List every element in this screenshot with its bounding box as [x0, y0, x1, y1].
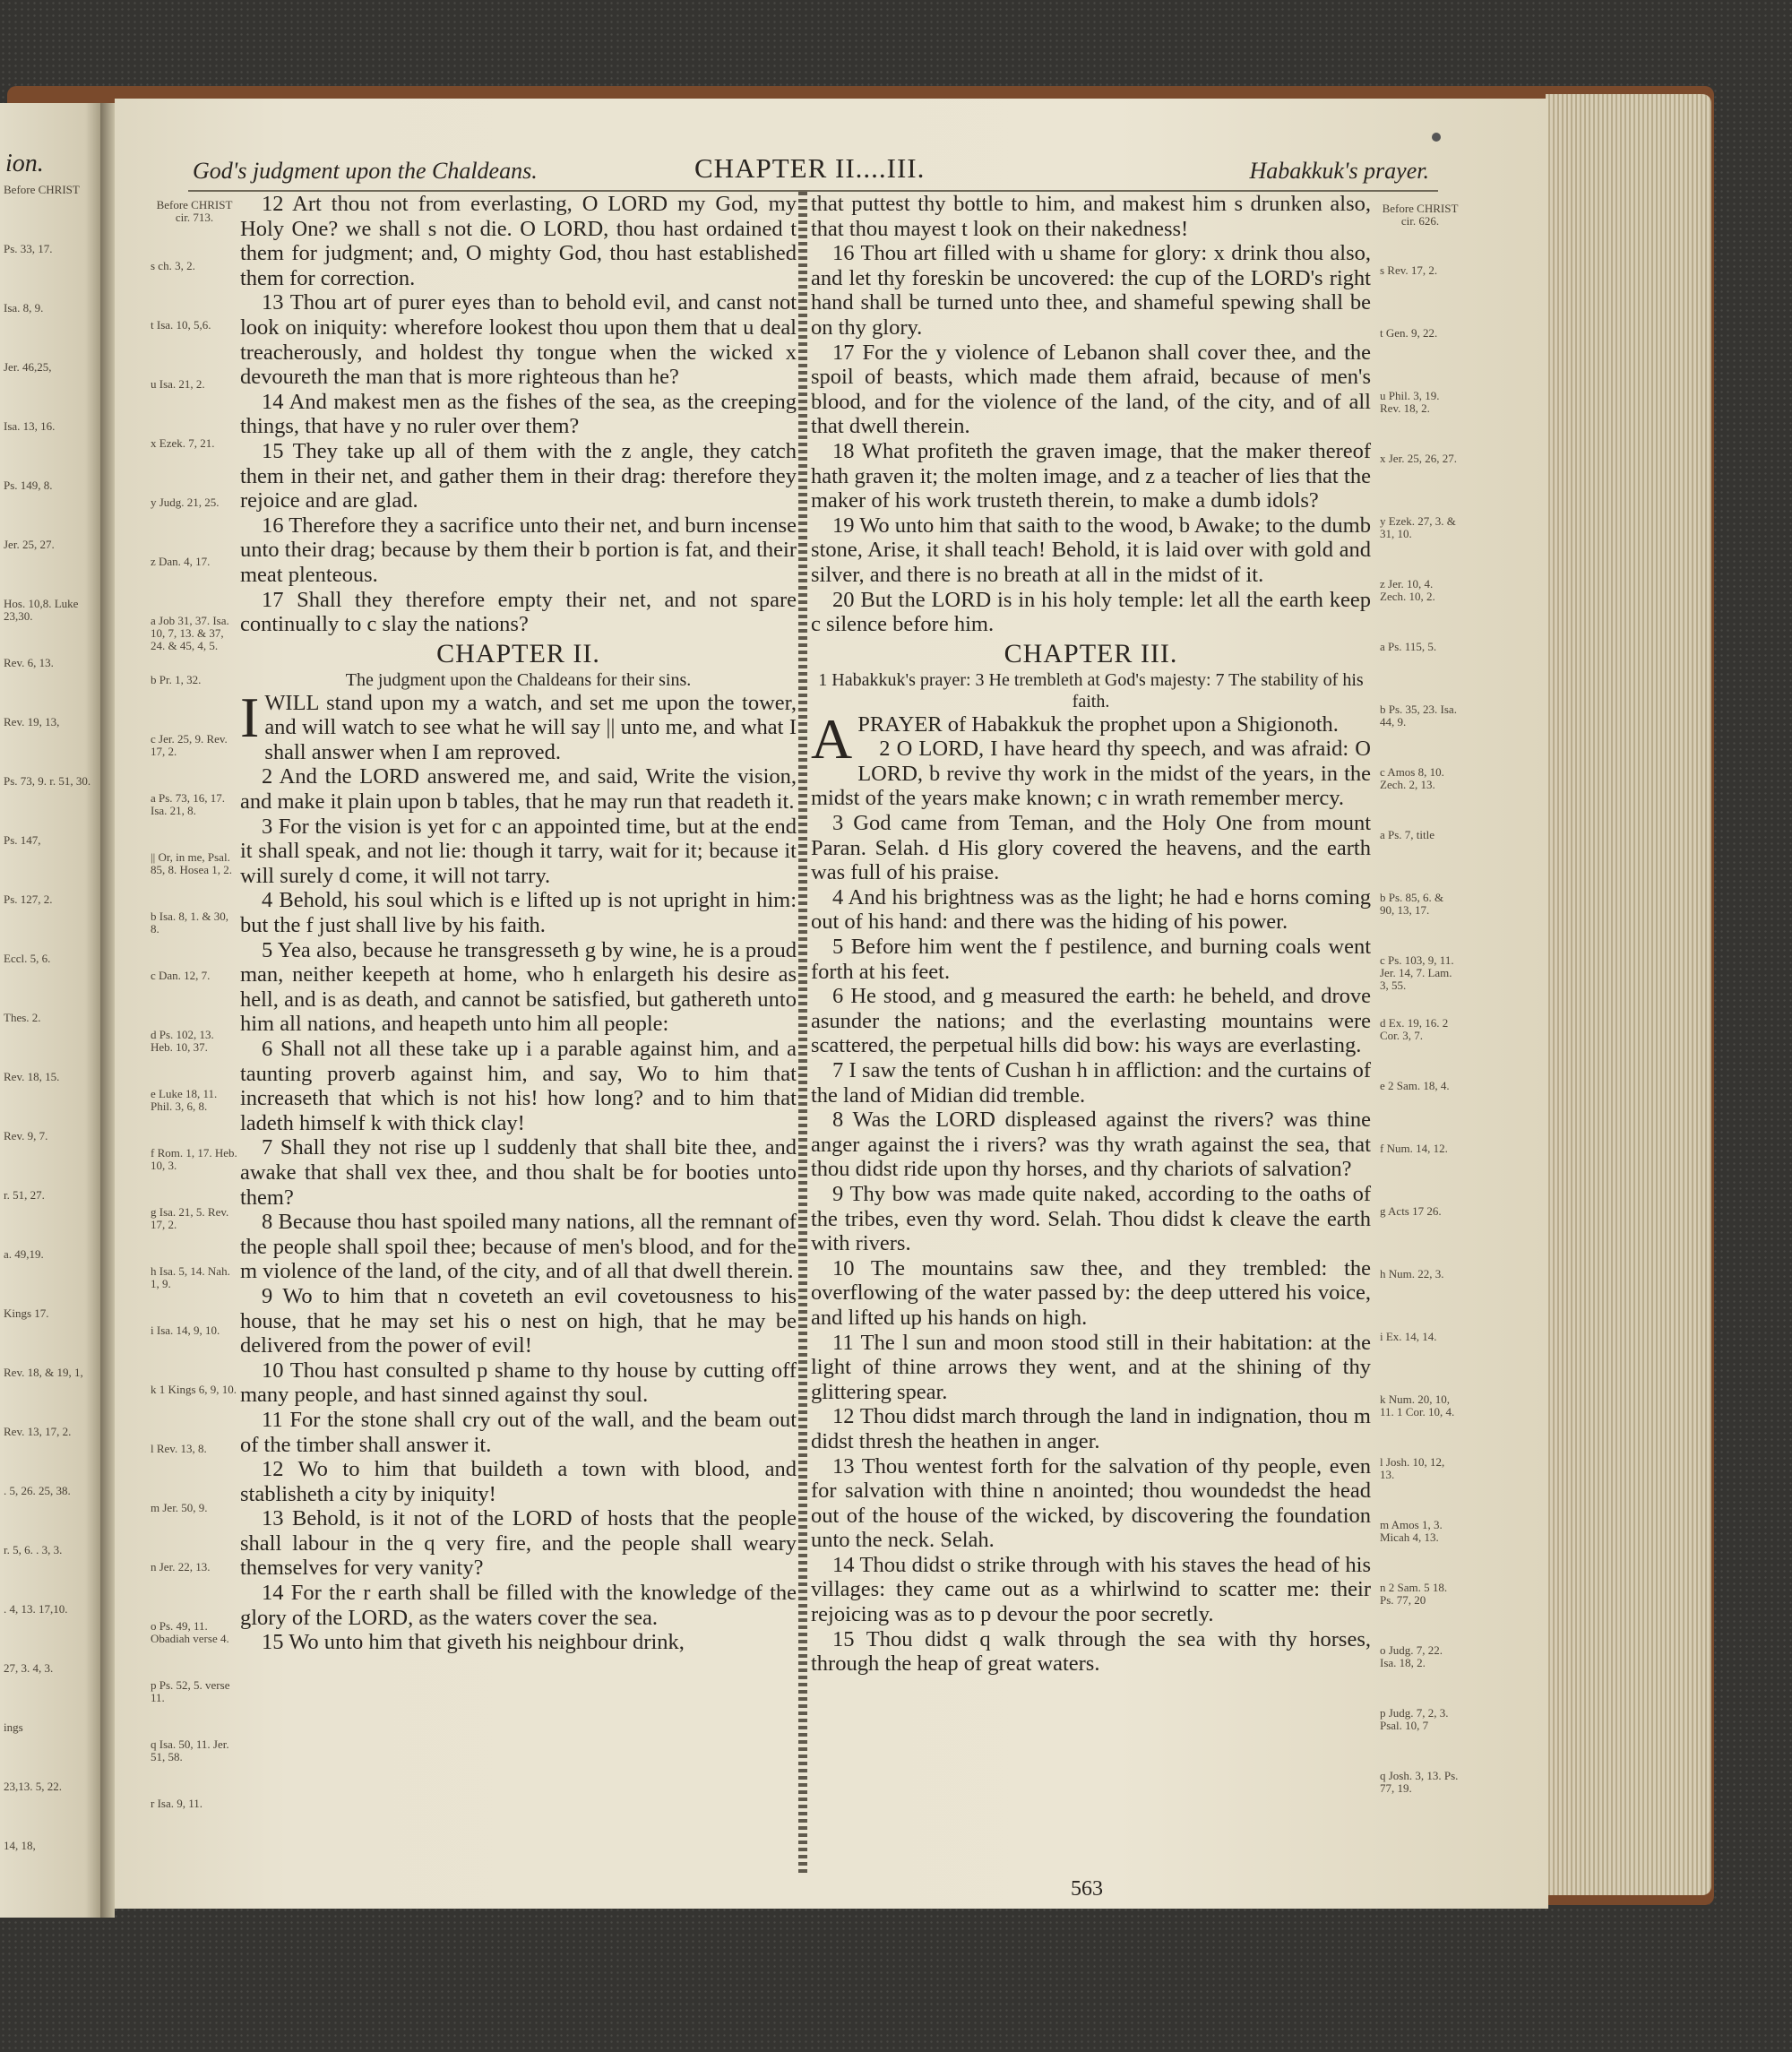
margin-note: r. 5, 6. . 3, 3.: [4, 1543, 63, 1556]
chapter-heading-2: CHAPTER II.: [436, 638, 600, 668]
running-header: [193, 151, 1429, 190]
verse: [240, 439, 797, 513]
verse-text: I saw the tents of Cushan h in affliction: and the curtains of the land of Midian did tremble.: [811, 1058, 1371, 1108]
verse-text: that puttest thy bottle to him, and makest him s drunken also, that thou mayest t look on their nakedness!: [811, 192, 1371, 241]
verse-number: 6: [262, 1037, 273, 1061]
margin-note: f Rom. 1, 17. Heb. 10, 3.: [151, 1146, 237, 1172]
verse-text: For the r earth shall be filled with the knowledge of the glory of the LORD, as the waters cover the sea.: [240, 1581, 797, 1630]
margin-note: Isa. 8, 9.: [4, 301, 44, 315]
margin-note: i Isa. 14, 9, 10.: [151, 1323, 220, 1337]
chapter-summary-2: The judgment upon the Chaldeans for their sins.: [345, 669, 692, 690]
margin-note: t Gen. 9, 22.: [1380, 326, 1438, 340]
margin-note: 27, 3. 4, 3.: [4, 1661, 54, 1675]
verse-text: For the y violence of Lebanon shall cover thee, and the spoil of beasts, which made them afraid, because of men's blood, and for the violence of the land, of the city, and of all that dwell therein.: [811, 340, 1371, 439]
margin-note: o Judg. 7, 22. Isa. 18, 2.: [1380, 1643, 1443, 1669]
verse: [811, 588, 1371, 637]
verse: [811, 439, 1371, 513]
margin-note: y Ezek. 27, 3. & 31, 10.: [1380, 514, 1456, 540]
verse-number: 17: [832, 340, 855, 365]
verse-text: Thou art of purer eyes than to behold evil, and canst not look on iniquity: wherefore lookest thou upon them that u deal treacherously, and holdest thy tongue when the wicked x devoureth the man that is more righteous than he?: [240, 290, 797, 390]
verse-number: 15: [262, 1630, 284, 1655]
verse-number: 20: [832, 587, 855, 612]
verse: [240, 888, 797, 937]
verse-text: Shall not all these take up i a parable against him, and a taunting proverb against him, and say, Wo to him that increaseth that which is not his! how long? and to him that ladeth himself k with thick clay!: [240, 1037, 797, 1135]
margin-note: c Jer. 25, 9. Rev. 17, 2.: [151, 732, 228, 758]
verse: [240, 1284, 797, 1358]
margin-note: Isa. 13, 16.: [4, 419, 56, 433]
verse-text: Behold, is it not of the LORD of hosts that the people shall labour in the q very fire, and the people shall weary themselves for very vanity?: [240, 1506, 797, 1581]
verse-text: For the stone shall cry out of the wall, and the beam out of the timber shall answer it.: [240, 1407, 797, 1457]
verse-text: Thou hast consulted p shame to thy house by cutting off many people, and hast sinned against thy soul.: [240, 1358, 797, 1408]
verse-text: What profiteth the graven image, that the maker thereof hath graven it; the molten image, and z a teacher of lies that the maker of his work trusteth therein, to make a dumb idols?: [811, 438, 1372, 513]
verse: [240, 1630, 797, 1655]
verse-number: 7: [832, 1058, 844, 1082]
verse-number: 8: [832, 1108, 844, 1133]
margin-note: z Dan. 4, 17.: [151, 555, 211, 568]
verse-text: Wo unto him that giveth his neighbour drink,: [289, 1630, 685, 1655]
left-page-margin-notes: [0, 103, 99, 1918]
margin-note: m Amos 1, 3. Micah 4, 13.: [1380, 1518, 1443, 1544]
column-divider: [798, 192, 807, 1876]
verse: [240, 588, 797, 637]
margin-note: k 1 Kings 6, 9, 10.: [151, 1383, 237, 1396]
margin-note: d Ps. 102, 13. Heb. 10, 37.: [151, 1028, 214, 1054]
margin-note: i Ex. 14, 14.: [1380, 1330, 1437, 1343]
verse: [240, 815, 797, 889]
margin-note: Rev. 19, 13,: [4, 715, 60, 729]
verse-number: 3: [262, 814, 273, 839]
margin-note: s Rev. 17, 2.: [1380, 263, 1438, 277]
verse-text: Art thou not from everlasting, O LORD my God, my Holy One? we shall s not die. O LORD, thou hast ordained t them for judgment; and, O mighty God, thou hast established them for correction.: [240, 192, 797, 290]
page-edges: [1546, 94, 1711, 1895]
verse-number: 13: [832, 1453, 855, 1479]
verse-number: 11: [832, 1330, 854, 1355]
verse: [240, 1037, 797, 1135]
margin-note: y Judg. 21, 25.: [151, 496, 220, 509]
margin-note: n 2 Sam. 5 18. Ps. 77, 20: [1380, 1581, 1448, 1607]
verse-text: He stood, and g measured the earth: he beheld, and drove asunder the nations; and the everlasting mountains were scattered, the perpetual hills did bow: his ways are everlasting.: [811, 984, 1372, 1058]
margin-note: b Ps. 85, 6. & 90, 13, 17.: [1380, 891, 1444, 917]
verse-number: 15: [832, 1626, 855, 1651]
margin-note: h Num. 22, 3.: [1380, 1267, 1444, 1280]
margin-note: ings: [4, 1720, 23, 1734]
verse-number: 5: [832, 935, 844, 960]
verse-text: Because thou hast spoiled many nations, all the remnant of the people shall spoil thee; because of men's blood, and for the m violence of the land, of the city, and of all that dwell therein.: [240, 1210, 797, 1284]
page-number: 563: [1071, 1877, 1103, 1901]
margin-note: p Judg. 7, 2, 3. Psal. 10, 7: [1380, 1706, 1449, 1732]
verse-text: Behold, his soul which is e lifted up is not upright in him: but the f just shall live by his faith.: [240, 888, 797, 938]
verse-number: 13: [262, 290, 284, 315]
verse: [811, 811, 1371, 885]
verse-number: 10: [832, 1255, 855, 1280]
left-page-running-head: ion.: [5, 150, 44, 177]
margin-note: Rev. 9, 7.: [4, 1129, 48, 1142]
verse-number: 16: [832, 241, 855, 266]
verse-number: 14: [262, 389, 284, 414]
dropcap-3: A: [811, 706, 853, 771]
verse-text: Before him went the f pestilence, and burning coals went forth at his feet.: [811, 935, 1371, 984]
margin-note: l Rev. 13, 8.: [151, 1442, 207, 1455]
verse: [240, 192, 797, 290]
verse-number: 2: [879, 737, 891, 762]
verse-number: 9: [832, 1181, 844, 1206]
verse-text: Was the LORD displeased against the rivers? was thine anger against the i rivers? was thy wrath against the sea, that thou didst ride upon thy horses, and thy chariots of salvation?: [811, 1108, 1372, 1182]
chapter-2-verse-1: WILL stand upon my a watch, and set me upon the tower, and will watch to see what he will say || unto me, and what I shall answer when I am reproved.: [264, 690, 797, 764]
margin-note: d Ex. 19, 16. 2 Cor. 3, 7.: [1380, 1016, 1449, 1042]
verse-number: 16: [262, 513, 284, 538]
verse-number: 6: [832, 984, 844, 1009]
margin-note: Rev. 18, 15.: [4, 1070, 60, 1083]
verse-number: 12: [262, 1457, 284, 1482]
margin-note: c Amos 8, 10. Zech. 2, 13.: [1380, 765, 1444, 791]
verse: [811, 737, 1371, 811]
verse-number: 7: [262, 1135, 273, 1160]
verse-number: 4: [832, 884, 844, 910]
verse: [811, 192, 1371, 241]
verse-text: Shall they not rise up l suddenly that shall bite thee, and awake that shall vex thee, and thou shalt be for booties unto them?: [240, 1135, 797, 1210]
margin-note: Before CHRIST: [4, 183, 80, 196]
verse-number: 12: [262, 192, 284, 216]
margin-note: z Jer. 10, 4. Zech. 10, 2.: [1380, 577, 1435, 603]
verse-text: Thou didst march through the land in indignation, thou m didst thresh the heathen in anger.: [811, 1404, 1371, 1453]
dropcap-2: I: [240, 685, 260, 749]
margin-note: Eccl. 5, 6.: [4, 952, 51, 965]
margin-note: h Isa. 5, 14. Nah. 1, 9.: [151, 1264, 230, 1290]
verse: [811, 984, 1371, 1058]
verse-number: 18: [832, 438, 855, 463]
margin-note: e 2 Sam. 18, 4.: [1380, 1079, 1450, 1092]
verse: [811, 1627, 1371, 1677]
era-note-left: Before CHRIST cir. 713.: [156, 198, 233, 224]
verse-text: God came from Teman, and the Holy One from mount Paran. Selah. d His glory covered the heavens, and the earth was full of his praise.: [811, 811, 1372, 885]
margin-note: a. 49,19.: [4, 1247, 44, 1261]
margin-note: p Ps. 52, 5. verse 11.: [151, 1678, 230, 1704]
margin-note: a Ps. 7, title: [1380, 828, 1435, 841]
margin-note: b Pr. 1, 32.: [151, 673, 202, 686]
era-note-right: Before CHRIST cir. 626.: [1382, 202, 1459, 228]
verse-number: 8: [262, 1210, 273, 1235]
verse: [240, 290, 797, 389]
verse: [240, 764, 797, 814]
verse-number: 10: [262, 1358, 284, 1383]
margin-note: 23,13. 5, 22.: [4, 1780, 62, 1793]
verse-text: Therefore they a sacrifice unto their net, and burn incense unto their drag; because by them their b portion is fat, and their meat plenteous.: [240, 513, 797, 587]
verse: [811, 241, 1371, 340]
margin-note: t Isa. 10, 5,6.: [151, 318, 211, 332]
margin-note: f Num. 14, 12.: [1380, 1142, 1448, 1155]
margin-note: c Ps. 103, 9, 11. Jer. 14, 7. Lam. 3, 55.: [1380, 953, 1454, 992]
margin-note: a Ps. 115, 5.: [1380, 640, 1437, 653]
verse-number: 3: [832, 811, 844, 836]
verse: [240, 1210, 797, 1284]
verse: [811, 1058, 1371, 1108]
verse: [811, 885, 1371, 935]
verse-text: Wo to him that n coveteth an evil covetousness to his house, that he may set his o nest on high, that he may be delivered from the power of evil!: [240, 1283, 797, 1358]
paper-spot: [1432, 133, 1441, 142]
margin-note: o Ps. 49, 11. Obadiah verse 4.: [151, 1619, 229, 1645]
header-left: God's judgment upon the Chaldeans.: [193, 158, 538, 184]
margin-note: Rev. 6, 13.: [4, 656, 54, 669]
verse-text: Thou didst o strike through with his staves the head of his villages: they came out as a whirlwind to scatter me: their rejoicing was as to p devour the poor secretly.: [811, 1552, 1371, 1627]
chapter-summary-3: 1 Habakkuk's prayer: 3 He trembleth at God's majesty: 7 The stability of his faith.: [818, 669, 1364, 711]
verse-text: The l sun and moon stood still in their habitation: at the light of thine arrows they went, and at the shining of thy glittering spear.: [811, 1330, 1371, 1404]
verse: [811, 935, 1371, 984]
margin-note: Ps. 147,: [4, 833, 41, 847]
margin-note: u Isa. 21, 2.: [151, 377, 205, 391]
margin-note: g Isa. 21, 5. Rev. 17, 2.: [151, 1205, 229, 1231]
margin-note: || Or, in me, Psal. 85, 8. Hosea 1, 2.: [151, 850, 232, 876]
margin-note: Jer. 25, 27.: [4, 538, 55, 551]
verse-text: Wo unto him that saith to the wood, b Awake; to the dumb stone, Arise, it shall teach! Behold, it is laid over with gold and silver, and there is no breath at all in the midst of it.: [811, 513, 1371, 587]
margin-note: b Isa. 8, 1. & 30, 8.: [151, 910, 229, 935]
header-center: CHAPTER II....III.: [694, 152, 926, 184]
verse-text: Thou art filled with u shame for glory: x drink thou also, and let thy foreskin be uncovered: the cup of the LORD's right hand shall be turned unto thee, and shameful spewing shall be on thy glory.: [811, 241, 1371, 340]
margin-note: m Jer. 50, 9.: [151, 1501, 208, 1514]
margin-note: g Acts 17 26.: [1380, 1204, 1442, 1218]
chapter-3-verse-1: PRAYER of Habakkuk the prophet upon a Shigionoth.: [857, 711, 1339, 737]
margin-note: b Ps. 35, 23. Isa. 44, 9.: [1380, 703, 1457, 729]
verse-text: And makest men as the fishes of the sea, as the creeping things, that have y no ruler over them?: [240, 389, 797, 439]
verse: [240, 513, 797, 588]
margin-note: . 5, 26. 25, 38.: [4, 1484, 71, 1497]
margin-note: a Ps. 73, 16, 17. Isa. 21, 8.: [151, 791, 226, 817]
verse-text: The mountains saw thee, and they trembled: the overflowing of the water passed by: the deep uttered his voice, and lifted up his hands on high.: [811, 1255, 1371, 1330]
verse-number: 2: [262, 764, 273, 789]
margin-note: s ch. 3, 2.: [151, 259, 195, 272]
verse: [240, 938, 797, 1037]
column-left: [240, 192, 797, 1655]
verse-number: 12: [832, 1404, 855, 1429]
verse: [811, 1454, 1371, 1553]
verse: [240, 1457, 797, 1506]
verse-number: 17: [262, 587, 284, 612]
margin-note: . 4, 13. 17,10.: [4, 1602, 68, 1616]
margin-note: Rev. 13, 17, 2.: [4, 1425, 72, 1438]
verse-number: 9: [262, 1283, 273, 1308]
verse: [811, 1108, 1371, 1182]
margin-note: 14, 18,: [4, 1839, 36, 1852]
verse: [811, 1256, 1371, 1331]
left-page: [0, 103, 100, 1918]
margin-note: Ps. 149, 8.: [4, 479, 53, 492]
margin-note: k Num. 20, 10, 11. 1 Cor. 10, 4.: [1380, 1392, 1455, 1418]
margin-note: Jer. 46,25,: [4, 360, 52, 374]
verse-text: And his brightness was as the light; he had e horns coming out of his hand: and there was the hiding of his power.: [811, 884, 1371, 935]
margin-note: n Jer. 22, 13.: [151, 1560, 211, 1573]
margin-note: Thes. 2.: [4, 1011, 41, 1024]
verse: [811, 1553, 1371, 1627]
verse-number: 14: [262, 1581, 284, 1606]
verse: [811, 513, 1371, 588]
margin-note: l Josh. 10, 12, 13.: [1380, 1455, 1445, 1481]
verse-text: Wo to him that buildeth a town with blood, and stablisheth a city by iniquity!: [240, 1457, 797, 1506]
verse-text: For the vision is yet for c an appointed time, but at the end it shall speak, and not lie: though it tarry, wait for it; because it will surely d come, it will not tarry.: [240, 814, 797, 888]
verse-number: 13: [262, 1506, 284, 1531]
margin-note: q Josh. 3, 13. Ps. 77, 19.: [1380, 1769, 1459, 1795]
margin-note: x Ezek. 7, 21.: [151, 436, 215, 450]
verse-number: 19: [832, 513, 855, 538]
verse: [240, 1135, 797, 1210]
margin-note: Ps. 33, 17.: [4, 242, 53, 255]
verse: [811, 1182, 1371, 1256]
verse: [240, 1358, 797, 1408]
verse-number: 11: [262, 1407, 283, 1432]
verse-text: Yea also, because he transgresseth g by wine, he is a proud man, neither keepeth at home, who h enlargeth his desire as hell, and is as death, and cannot be satisfied, but gathereth unto him all nations, and heapeth unto him all people:: [240, 937, 797, 1037]
verse-text: And the LORD answered me, and said, Write the vision, and make it plain upon b tables, that he may run that readeth it.: [240, 764, 797, 815]
verse: [240, 1408, 797, 1457]
verse-number: 15: [262, 438, 284, 463]
chapter-heading-3: CHAPTER III.: [1004, 638, 1178, 668]
verse: [240, 1581, 797, 1630]
verse-text: Thou wentest forth for the salvation of thy people, even for salvation with thine n anointed; thou woundedst the head out of the house of the wicked, by discovering the foundation unto the neck. Selah.: [811, 1453, 1371, 1553]
verse-text: Shall they therefore empty their net, and not spare continually to c slay the nations?: [240, 587, 797, 637]
margin-note: q Isa. 50, 11. Jer. 51, 58.: [151, 1737, 229, 1763]
margin-note: a Job 31, 37. Isa. 10, 7, 13. & 37, 24. & 45, 4, 5.: [151, 614, 229, 652]
margin-note: r. 51, 27.: [4, 1188, 45, 1202]
margin-note: Rev. 18, & 19, 1,: [4, 1366, 83, 1379]
verse-text: O LORD, I have heard thy speech, and was afraid: O LORD, b revive thy work in the midst of the years, in the midst of the years make known; c in wrath remember mercy.: [811, 737, 1371, 811]
margin-note: x Jer. 25, 26, 27.: [1380, 452, 1457, 465]
margin-note: r Isa. 9, 11.: [151, 1797, 203, 1810]
header-right: Habakkuk's prayer.: [1249, 158, 1429, 184]
column-right: [811, 192, 1371, 1677]
verse-text: But the LORD is in his holy temple: let all the earth keep c silence before him.: [811, 587, 1371, 637]
verse-number: 4: [262, 888, 273, 913]
verse-text: They take up all of them with the z angle, they catch them in their net, and gather them in their drag: therefore they rejoice and are glad.: [240, 438, 797, 513]
margin-note: Kings 17.: [4, 1306, 49, 1320]
margin-note: Ps. 127, 2.: [4, 892, 53, 906]
verse-text: Thy bow was made quite naked, according to the oaths of the tribes, even thy word. Selah. Thou didst k cleave the earth with rivers.: [811, 1181, 1371, 1256]
book-gutter: [100, 103, 115, 1918]
verse-text: Thou didst q walk through the sea with thy horses, through the heap of great waters.: [811, 1626, 1371, 1677]
verse: [240, 390, 797, 439]
verse-number: 5: [262, 937, 273, 962]
verse: [811, 341, 1371, 439]
margin-note: Ps. 73, 9. r. 51, 30.: [4, 774, 91, 788]
margin-note: c Dan. 12, 7.: [151, 969, 211, 982]
verse-number: 14: [832, 1552, 855, 1577]
margin-note: Hos. 10,8. Luke 23,30.: [4, 597, 79, 623]
verse: [240, 1506, 797, 1581]
verse: [811, 1404, 1371, 1453]
verse: [811, 1331, 1371, 1405]
margin-note: u Phil. 3, 19. Rev. 18, 2.: [1380, 389, 1440, 415]
margin-note: e Luke 18, 11. Phil. 3, 6, 8.: [151, 1087, 218, 1113]
